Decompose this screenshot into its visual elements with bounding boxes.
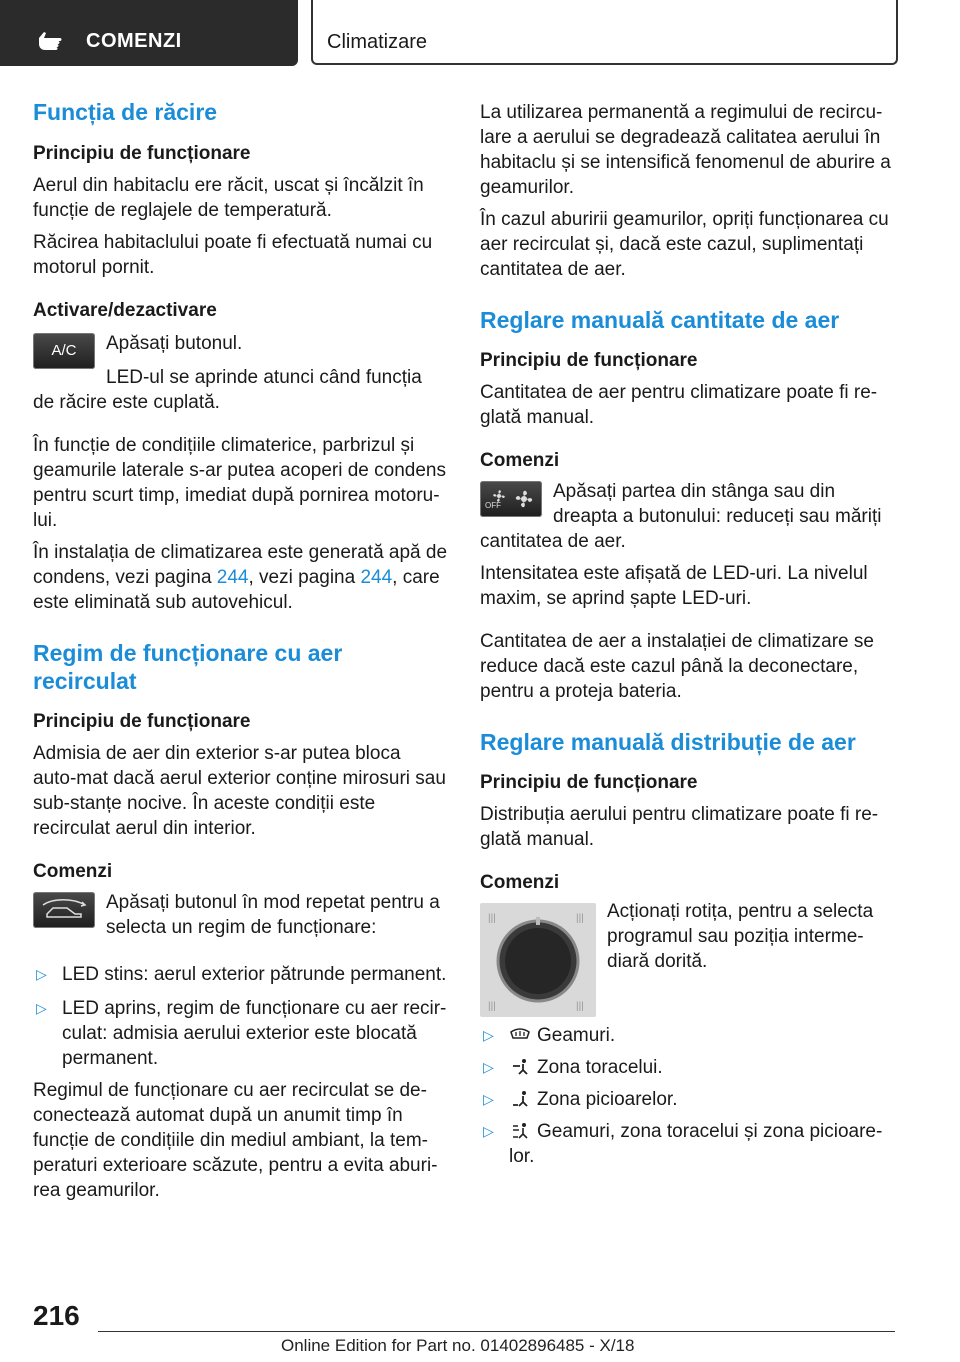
knob-instruction: Acționați rotița, pentru a selecta programul sau poziția interme‐diară dorită. [607, 901, 874, 972]
right-column [480, 100, 896, 1169]
svg-text:|||: ||| [488, 1001, 496, 1012]
distribution-modes-list [480, 1023, 896, 1169]
heading-air-quantity: Reglare manuală cantitate de aer [480, 307, 840, 333]
triangle-bullet-icon: ▷ [483, 1059, 494, 1075]
paragraph: Distribuția aerului pentru climatizare poate fi re‐glată manual. [480, 804, 879, 850]
paragraph: Regimul de funcționare cu aer recirculat se de‐conectează automat după un anumit timp în funcție de condițiile din mediul ambiant, la tem‐peraturi exterioare scăzute, pentru a evita aburi‐rea geamurilor. [33, 1080, 438, 1201]
list-item: ▷ Zona picioarelor. [483, 1089, 678, 1110]
footer-divider [98, 1331, 895, 1332]
subheading-principle: Principiu de funcționare [480, 772, 698, 793]
subheading-principle: Principiu de funcționare [33, 143, 251, 164]
chapter-title: Climatizare [327, 31, 428, 53]
subheading-controls: Comenzi [480, 450, 560, 471]
page-link[interactable]: 244 [216, 567, 249, 588]
recirc-button-image [33, 892, 95, 928]
subheading-principle: Principiu de funcționare [480, 350, 698, 371]
distribution-knob-image [480, 903, 596, 1017]
paragraph: În cazul aburirii geamurilor, opriți funcționarea cu aer recirculat și, dacă este cazul, suplimentați cantitatea de aer. [480, 209, 889, 280]
ac-instruction: Apăsați butonul. [106, 333, 243, 354]
windshield-icon [509, 1026, 531, 1044]
triangle-bullet-icon: ▷ [483, 1027, 494, 1043]
fan-button-image [480, 481, 542, 517]
recirc-modes-list [33, 962, 449, 1071]
triangle-bullet-icon: ▷ [36, 966, 47, 982]
list-item: ▷ Geamuri, zona toracelui și zona picioare‐lor. [483, 1121, 883, 1167]
paragraph: Răcirea habitaclului poate fi efectuată numai cu motorul pornit. [33, 232, 433, 278]
ac-button-row [33, 331, 449, 390]
heading-recirculation: Regim de funcționare cu aer recirculat [33, 640, 343, 694]
footwell-airflow-icon [509, 1090, 531, 1108]
heading-air-distribution: Reglare manuală distribuție de aer [480, 729, 856, 755]
page-link[interactable]: 244 [360, 567, 393, 588]
paragraph: Cantitatea de aer pentru climatizare poate fi re‐glată manual. [480, 382, 878, 428]
rotary-knob-icon [480, 903, 596, 1017]
subheading-activation: Activare/dezactivare [33, 300, 217, 321]
combined-airflow-icon [509, 1122, 531, 1140]
ac-led-text-cont: de răcire este cuplată. [33, 392, 220, 413]
triangle-bullet-icon: ▷ [483, 1123, 494, 1139]
subheading-controls: Comenzi [480, 872, 560, 893]
knob-row [480, 899, 896, 1023]
triangle-bullet-icon: ▷ [483, 1091, 494, 1107]
section-label: COMENZI [86, 30, 182, 52]
subheading-controls: Comenzi [33, 861, 113, 882]
fan-instruction-line: Apăsați partea din stânga sau din dreapta a butonului: reduceți sau măriți [553, 481, 882, 527]
fan-off-label: OFF [485, 501, 501, 510]
svg-text:|||: ||| [576, 913, 584, 924]
paragraph: În funcție de condițiile climaterice, parbrizul și geamurile laterale s-ar putea acoperi de condens pentru scurt timp, imediat după pornirea motoru‐lui. [33, 435, 446, 531]
triangle-bullet-icon: ▷ [36, 1000, 47, 1016]
paragraph: La utilizarea permanentă a regimului de recircu‐lare a aerului se degradează calitatea aerului în habitaclu și se intensifică fenomenul de aburire a geamurilor. [480, 102, 891, 198]
paragraph: Admisia de aer din exterior s-ar putea bloca auto‐mat dacă aerul exterior conține mirosuri sau sub‐stanțe nocive. În aceste condiții este recirculat aerul din interior. [33, 743, 446, 839]
pointing-hand-icon [36, 28, 66, 52]
list-item: ▷ Zona toracelui. [483, 1057, 663, 1078]
upper-body-airflow-icon [509, 1058, 531, 1076]
car-recirculation-icon [33, 892, 95, 928]
page-header [0, 0, 960, 66]
left-column [33, 98, 449, 1203]
edition-note: Online Edition for Part no. 01402896485 - X/18 [281, 1336, 635, 1355]
chapter-tab [311, 0, 898, 65]
list-item: ▷ Geamuri. [483, 1025, 616, 1046]
svg-text:|||: ||| [576, 1001, 584, 1012]
list-item: ▷ LED stins: aerul exterior pătrunde permanent. [36, 964, 447, 985]
ac-button-label: A/C [51, 342, 77, 359]
paragraph: Intensitatea este afișată de LED-uri. La nivelul maxim, se aprind șapte LED-uri. [480, 563, 868, 609]
paragraph: Cantitatea de aer a instalației de climatizare se reduce dacă este cazul până la deconectare, pentru a proteja bateria. [480, 631, 874, 702]
list-item: ▷ LED aprins, regim de funcționare cu aer recir‐culat: admisia aerului exterior este blocată permanent. [36, 998, 447, 1069]
subheading-principle: Principiu de funcționare [33, 711, 251, 732]
fan-instruction-cont: cantitatea de aer. [480, 531, 626, 552]
section-tab[interactable] [0, 0, 298, 66]
ac-button-image [33, 333, 95, 369]
fan-button-row [480, 479, 896, 529]
ac-led-text-line: LED-ul se aprinde atunci când funcția [106, 367, 422, 388]
recirc-instruction: Apăsați butonul în mod repetat pentru a selecta un regim de funcționare: [106, 892, 440, 938]
page-number: 216 [33, 1300, 80, 1331]
recirc-button-row [33, 890, 449, 946]
paragraph: Aerul din habitaclu ere răcit, uscat și încălzit în funcție de reglajele de temperatură. [33, 175, 424, 221]
heading-cooling-function: Funcția de răcire [33, 99, 218, 125]
svg-text:|||: ||| [488, 913, 496, 924]
fan-icon [480, 481, 542, 517]
paragraph-condensate: În instalația de climatizarea este generată apă de condens, vezi pagina 244, vezi pagina 244, care este eliminată sub autovehicul. [33, 542, 448, 613]
